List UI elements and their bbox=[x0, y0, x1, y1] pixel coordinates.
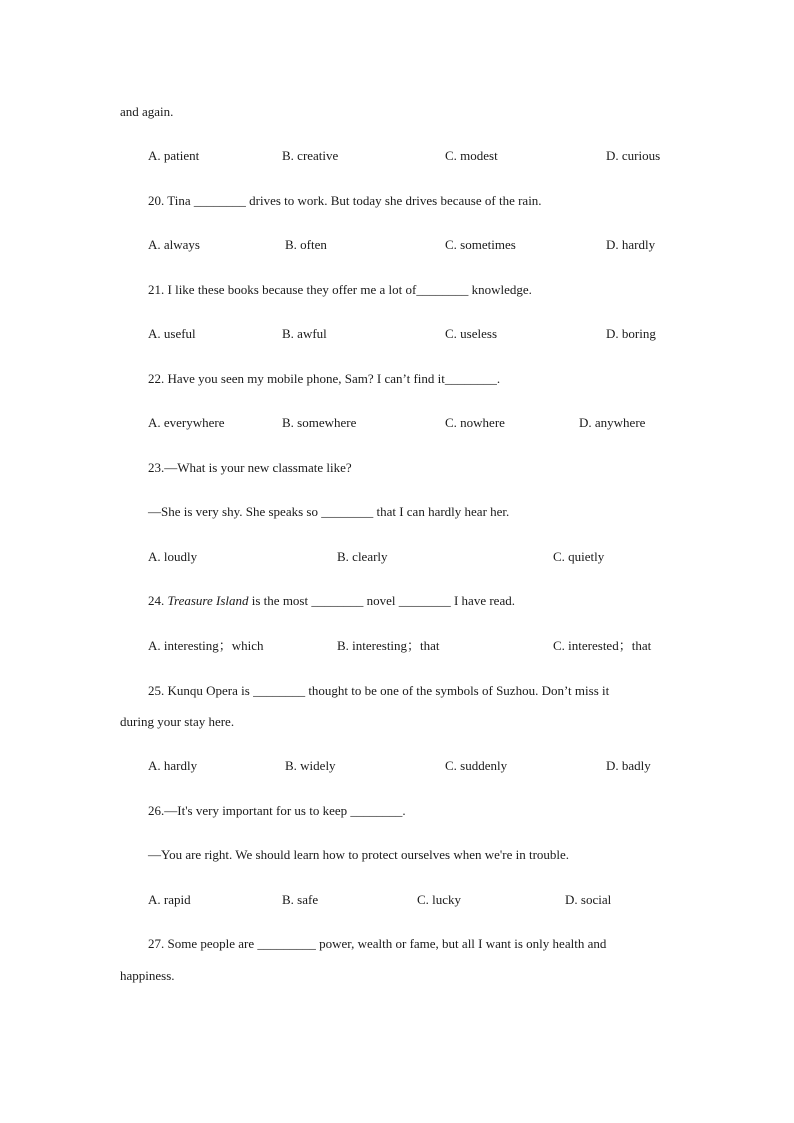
q21-option-d: D. boring bbox=[606, 326, 656, 341]
q26-stem: 26.—It's very important for us to keep ________. bbox=[148, 803, 406, 818]
q24-option-b: B. interesting；that bbox=[337, 638, 440, 653]
q24-option-a: A. interesting；which bbox=[148, 638, 264, 653]
q22-option-d: D. anywhere bbox=[579, 415, 646, 430]
q22-option-a: A. everywhere bbox=[148, 415, 225, 430]
q20-stem: 20. Tina ________ drives to work. But today she drives because of the rain. bbox=[148, 193, 542, 208]
q26-reply: —You are right. We should learn how to protect ourselves when we're in trouble. bbox=[148, 847, 570, 862]
q23-reply: —She is very shy. She speaks so ________ that I can hardly hear her. bbox=[148, 504, 510, 519]
q21-stem: 21. I like these books because they offer me a lot of________ knowledge. bbox=[148, 282, 532, 297]
q25-option-a: A. hardly bbox=[148, 758, 198, 773]
q20-option-d: D. hardly bbox=[606, 237, 656, 252]
q19-option-d: D. curious bbox=[606, 148, 661, 163]
q20-option-b: B. often bbox=[285, 237, 327, 252]
q19-option-b: B. creative bbox=[282, 148, 339, 163]
q27-stem: 27. Some people are _________ power, wealth or fame, but all I want is only health and bbox=[148, 936, 607, 951]
q20-option-c: C. sometimes bbox=[445, 237, 516, 252]
q23-option-b: B. clearly bbox=[337, 549, 388, 564]
q24-option-c: C. interested；that bbox=[553, 638, 652, 653]
q25-continuation: during your stay here. bbox=[120, 714, 235, 729]
q26-option-d: D. social bbox=[565, 892, 612, 907]
q24-stem bbox=[148, 593, 515, 609]
q21-option-a: A. useful bbox=[148, 326, 196, 341]
q25-stem: 25. Kunqu Opera is ________ thought to be one of the symbols of Suzhou. Don’t miss it bbox=[148, 683, 610, 698]
q25-option-c: C. suddenly bbox=[445, 758, 508, 773]
q24-book-title: Treasure Island bbox=[167, 593, 249, 608]
q23-option-a: A. loudly bbox=[148, 549, 198, 564]
q23-option-c: C. quietly bbox=[553, 549, 605, 564]
q26-option-c: C. lucky bbox=[417, 892, 462, 907]
q21-option-c: C. useless bbox=[445, 326, 497, 341]
q25-option-d: D. badly bbox=[606, 758, 651, 773]
q19-option-c: C. modest bbox=[445, 148, 498, 163]
q20-option-a: A. always bbox=[148, 237, 200, 252]
q24-number: 24. bbox=[148, 593, 165, 608]
q25-option-b: B. widely bbox=[285, 758, 336, 773]
q22-option-b: B. somewhere bbox=[282, 415, 357, 430]
q23-stem: 23.—What is your new classmate like? bbox=[148, 460, 352, 475]
q21-option-b: B. awful bbox=[282, 326, 327, 341]
q19-continuation: and again. bbox=[120, 104, 174, 119]
q26-option-a: A. rapid bbox=[148, 892, 191, 907]
q19-option-a: A. patient bbox=[148, 148, 200, 163]
q26-option-b: B. safe bbox=[282, 892, 319, 907]
q22-option-c: C. nowhere bbox=[445, 415, 505, 430]
q27-continuation: happiness. bbox=[120, 968, 175, 983]
q22-stem: 22. Have you seen my mobile phone, Sam? I can’t find it________. bbox=[148, 371, 501, 386]
q24-stem-rest: is the most ________ novel ________ I have read. bbox=[248, 593, 515, 608]
